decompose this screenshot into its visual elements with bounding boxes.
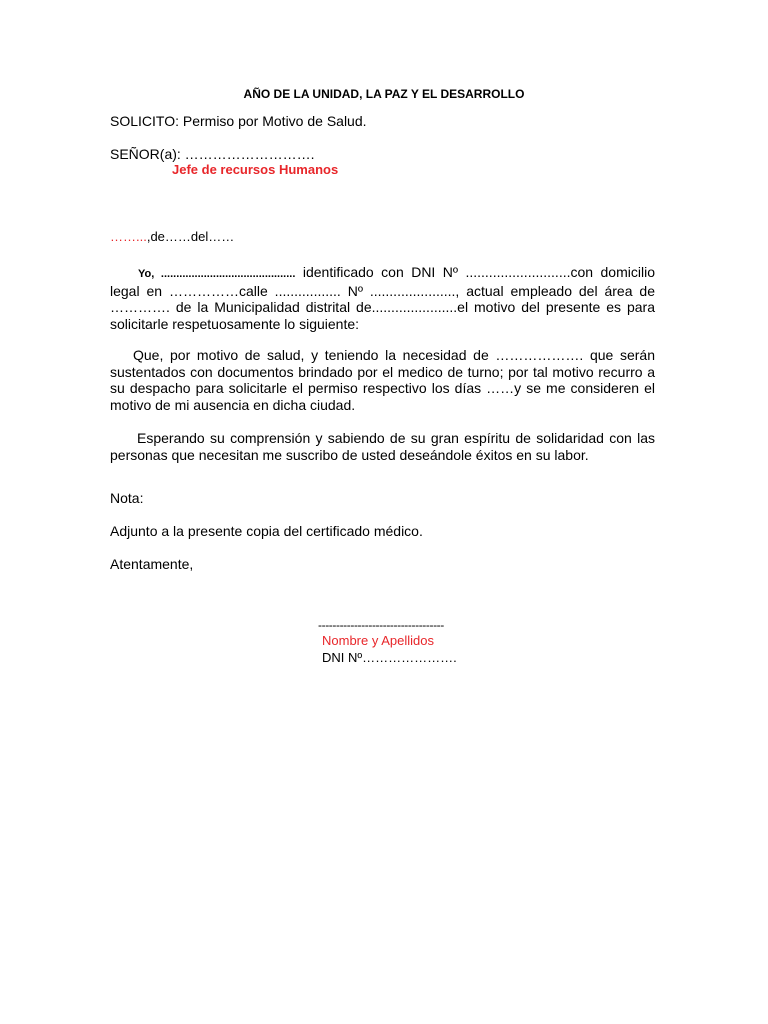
paragraph-intro <box>110 264 655 333</box>
date-line <box>110 229 234 246</box>
paragraph-motivo: Que, por motivo de salud, y teniendo la necesidad de ………………. que serán sustentados con documentos brindado por el medico de turno; por tal motivo recurro a su despacho para solicitarle el permiso respectivo los días ……y se me consideren el motivo de mi ausencia en dicha ciudad. <box>110 347 655 414</box>
atentamente-line: Atentamente, <box>110 556 194 572</box>
date-rest: ,de……del…… <box>146 229 235 244</box>
adjunto-line: Adjunto a la presente copia del certificado médico. <box>110 523 423 539</box>
senor-line: SEÑOR(a): ………………………. <box>110 146 315 162</box>
signature-name: Nombre y Apellidos <box>322 633 434 648</box>
recipient-role: Jefe de recursos Humanos <box>172 162 339 177</box>
signature-dni: DNI Nº…………………. <box>322 650 457 665</box>
paragraph-intro-text: identificado con DNI Nº ...........................con domicilio legal en ……………calle ................. Nº ......................, actual empleado del área de …………. de la Municipalidad distrital de......................el motivo del presente es para solicitarle respetuosamente lo siguiente: <box>110 264 655 333</box>
paragraph-intro-lead: Yo, ............................................ <box>138 268 296 280</box>
nota-label: Nota: <box>110 490 144 506</box>
document-heading: AÑO DE LA UNIDAD, LA PAZ Y EL DESARROLLO <box>243 87 525 101</box>
date-placeholder: ……... <box>110 229 147 244</box>
signature-line: ----------------------------------- <box>318 618 444 632</box>
solicito-line: SOLICITO: Permiso por Motivo de Salud. <box>110 113 367 129</box>
paragraph-closing: Esperando su comprensión y sabiendo de su gran espíritu de solidaridad con las personas que necesitan me suscribo de usted deseándole éxitos en su labor. <box>110 430 655 463</box>
